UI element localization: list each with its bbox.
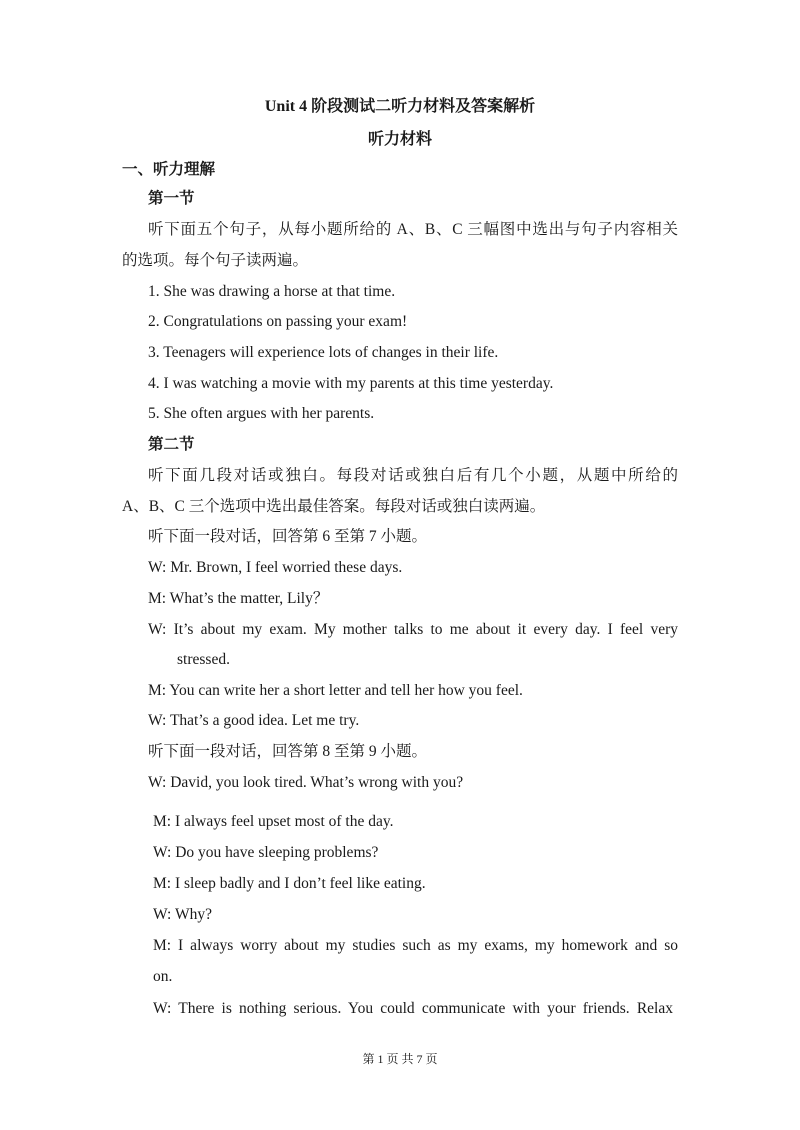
- dialogue-line: W: Why?: [153, 906, 212, 923]
- section-heading: 一、听力理解: [122, 161, 216, 178]
- part1-instructions-line: 的选项。每个句子读两遍。: [122, 252, 309, 269]
- dialogue-line: W: There is nothing serious. You could communicate with your friends. Relax: [153, 1000, 673, 1017]
- dialogue-line: M: I sleep badly and I don’t feel like eating.: [153, 875, 426, 892]
- page-subtitle: 听力材料: [367, 131, 432, 148]
- page-title: Unit 4 阶段测试二听力材料及答案解析: [264, 98, 536, 115]
- sentence-item: 1. She was drawing a horse at that time.: [148, 283, 396, 300]
- dialogue-line-continued: stressed.: [177, 651, 230, 668]
- part2-instructions-line: A、B、C 三个选项中选出最佳答案。每段对话或独白读两遍。: [122, 498, 546, 515]
- dialogue-line: M: I always feel upset most of the day.: [153, 813, 394, 830]
- dialogue-line: M: What’s the matter, Lily？: [148, 590, 329, 607]
- dialogue-intro: 听下面一段对话，回答第 8 至第 9 小题。: [148, 743, 428, 760]
- dialogue-line: W: It’s about my exam. My mother talks to me about it every day. I feel very: [148, 621, 678, 638]
- dialogue-line: W: David, you look tired. What’s wrong with you?: [148, 774, 464, 791]
- dialogue-line: W: Mr. Brown, I feel worried these days.: [148, 559, 403, 576]
- part2-heading: 第二节: [148, 436, 195, 453]
- sentence-item: 5. She often argues with her parents.: [148, 405, 375, 422]
- dialogue-line: M: You can write her a short letter and tell her how you feel.: [148, 682, 523, 699]
- part2-instructions-line: 听下面几段对话或独白。每段对话或独白后有几个小题，从题中所给的: [148, 467, 678, 484]
- part1-instructions-line: 听下面五个句子，从每小题所给的 A、B、C 三幅图中选出与句子内容相关: [148, 221, 678, 238]
- dialogue-line: M: I always worry about my studies such as my exams, my homework and so: [153, 937, 678, 954]
- page-footer: 第 1 页 共 7 页: [362, 1052, 438, 1066]
- dialogue-line: W: That’s a good idea. Let me try.: [148, 712, 360, 729]
- dialogue-line: W: Do you have sleeping problems?: [153, 844, 379, 861]
- sentence-item: 4. I was watching a movie with my parents at this time yesterday.: [148, 375, 554, 392]
- dialogue-line-continued: on.: [153, 968, 173, 985]
- sentence-item: 3. Teenagers will experience lots of changes in their life.: [148, 344, 499, 361]
- sentence-item: 2. Congratulations on passing your exam!: [148, 313, 408, 330]
- dialogue-intro: 听下面一段对话，回答第 6 至第 7 小题。: [148, 528, 428, 545]
- part1-heading: 第一节: [148, 190, 195, 207]
